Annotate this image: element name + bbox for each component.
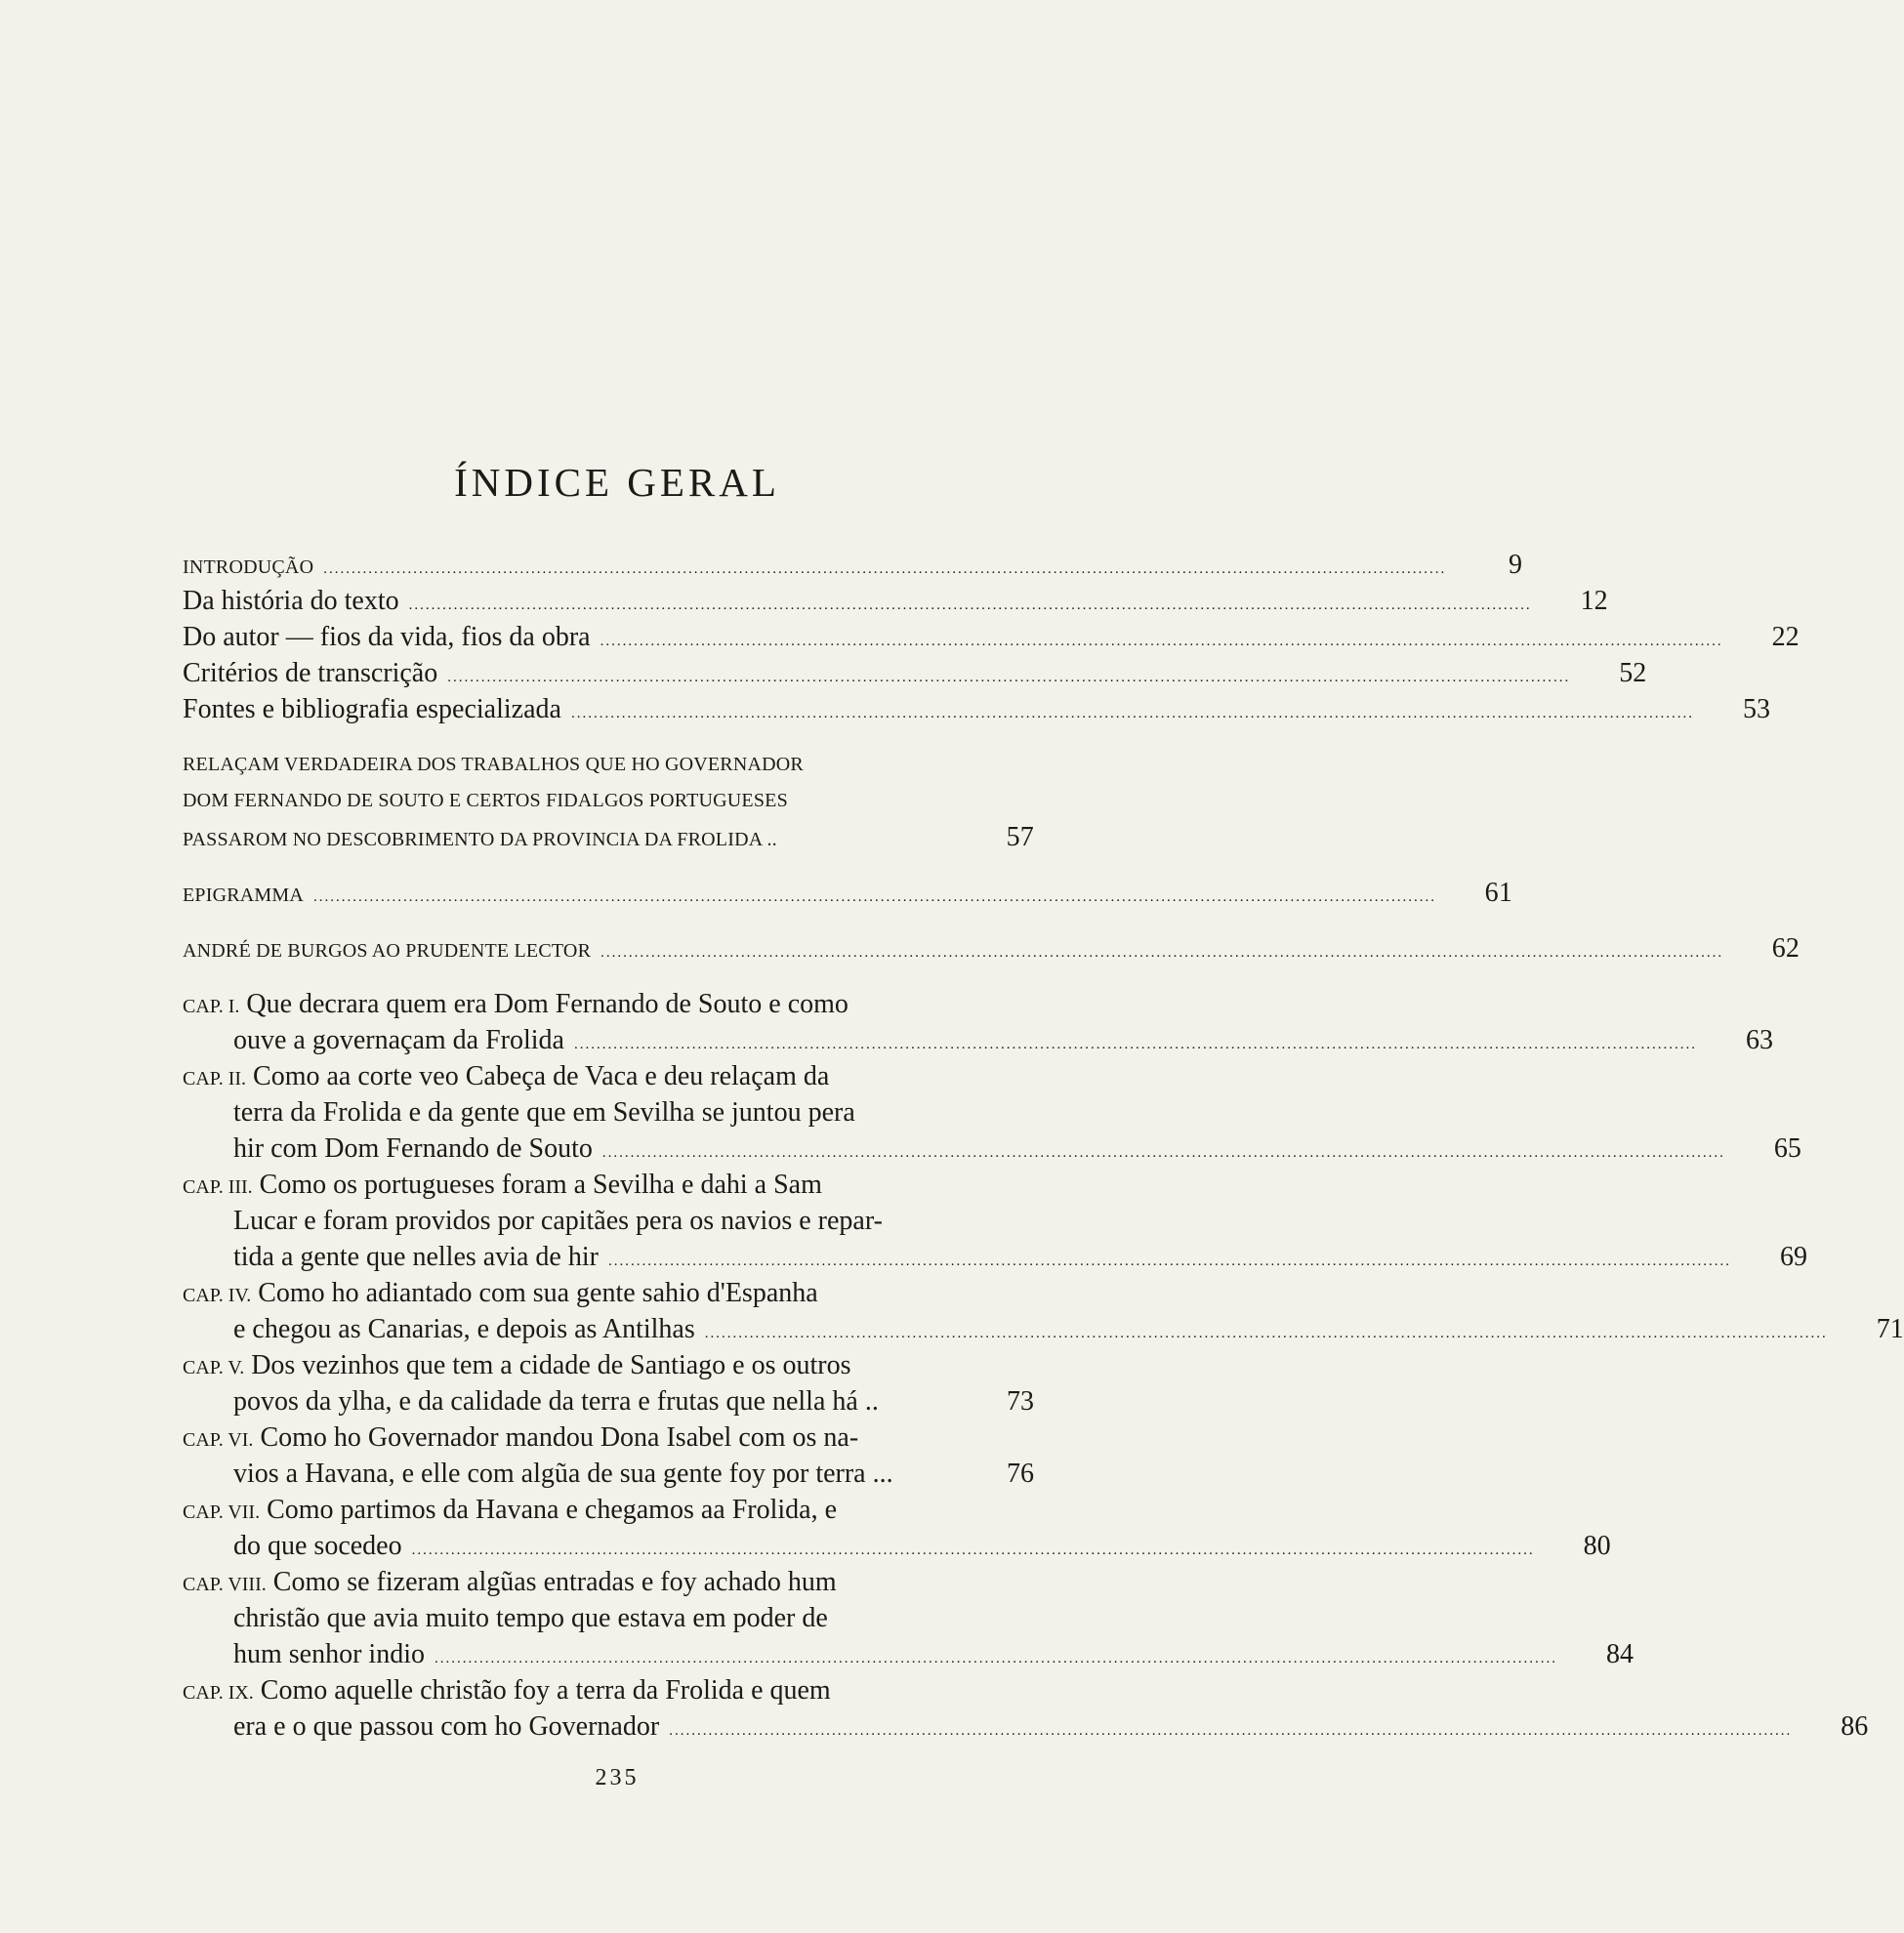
toc-label: Da história do texto — [183, 586, 399, 616]
chapter-title-line: ouve a governaçam da Frolida — [233, 1025, 564, 1055]
page-number: 9 — [1509, 550, 1523, 580]
toc-label: ANDRÉ DE BURGOS AO PRUDENTE LECTOR — [183, 940, 592, 962]
toc-label: Critérios de transcrição — [183, 658, 438, 688]
toc-entry-chapter — [183, 1058, 1801, 1167]
chapter-number: CAP. V. — [183, 1357, 245, 1378]
page-number: 53 — [1742, 694, 1770, 724]
chapter-number: CAP. II. — [183, 1068, 247, 1090]
dot-leader: ........................................................................................................................................................................................................ — [408, 597, 1532, 613]
toc-entry-chapter — [183, 1564, 1634, 1672]
toc-entry — [183, 691, 1770, 727]
chapter-title-line: hum senhor indio — [233, 1639, 425, 1669]
dot-leader: ........................................................................................................................................................................................................ — [570, 706, 1694, 721]
dot-leader: ........................................................................................................................................................................................................ — [313, 889, 1437, 905]
page-number: 71 — [1876, 1314, 1904, 1344]
folio-page-number: 235 — [595, 1765, 640, 1790]
toc-entry — [183, 583, 1608, 619]
chapter-title-line: e chegou as Canarias, e depois as Antilhas — [233, 1314, 695, 1344]
toc-entry-chapter — [183, 986, 1773, 1058]
dot-leader: ........................................................................................................................................................................................................ — [601, 1145, 1725, 1161]
dot-leader: ........................................................................................................................................................................................................ — [447, 670, 1571, 685]
chapter-title-line: Dos vezinhos que tem a cidade de Santiago e os outros — [251, 1350, 851, 1380]
page-number: 61 — [1484, 878, 1513, 908]
page-number: 76 — [1007, 1459, 1034, 1489]
chapter-title-line: do que socedeo — [233, 1531, 402, 1561]
page-number: 86 — [1841, 1711, 1869, 1742]
toc-label: PASSAROM NO DESCOBRIMENTO DA PROVINCIA DA FROLIDA .. — [183, 829, 777, 850]
toc-entry-chapter — [183, 1419, 1034, 1492]
chapter-number: CAP. III. — [183, 1176, 253, 1198]
chapter-title-line: Como se fizeram algũas entradas e foy achado hum — [272, 1567, 837, 1597]
chapter-title-line: Como aquelle christão foy a terra da Frolida e quem — [260, 1675, 831, 1706]
chapter-title-line: era e o que passou com ho Governador — [233, 1711, 660, 1742]
chapter-title-line: hir com Dom Fernando de Souto — [233, 1133, 593, 1164]
page-number: 80 — [1583, 1531, 1611, 1561]
page-number: 84 — [1606, 1639, 1634, 1669]
dot-leader: ........................................................................................................................................................................................................ — [704, 1326, 1828, 1341]
page-number: 22 — [1771, 622, 1800, 652]
chapter-title-line: Lucar e foram providos por capitães pera os navios e repar- — [233, 1206, 883, 1236]
chapter-list — [183, 986, 1904, 1745]
page-title: ÍNDICE GERAL — [454, 460, 780, 505]
page-number: 62 — [1771, 933, 1801, 964]
dot-leader: ........................................................................................................................................................................................................ — [600, 634, 1723, 649]
page-number: 65 — [1773, 1133, 1801, 1164]
chapter-number: CAP. VI. — [183, 1429, 254, 1451]
page-number: 52 — [1619, 658, 1647, 688]
toc-entry-chapter — [183, 1672, 1869, 1745]
toc-entry-chapter — [183, 1275, 1904, 1347]
toc-entry-relacam — [183, 747, 1034, 855]
page-number: 57 — [1006, 822, 1034, 852]
toc-entry-chapter — [183, 1492, 1611, 1564]
toc-label: DOM FERNANDO DE SOUTO E CERTOS FIDALGOS PORTUGUESES — [183, 790, 788, 811]
chapter-title-line: Como os portugueses foram a Sevilha e dahi a Sam — [259, 1170, 822, 1200]
dot-leader: ........................................................................................................................................................................................................ — [600, 945, 1724, 961]
chapter-number: CAP. I. — [183, 996, 240, 1017]
toc-entry-chapter — [183, 1347, 1034, 1419]
toc-label: Do autor — fios da vida, fios da obra — [183, 622, 591, 652]
chapter-number: CAP. VII. — [183, 1501, 261, 1523]
chapter-title-line: terra da Frolida e da gente que em Sevilha se juntou pera — [233, 1097, 855, 1128]
toc-label: INTRODUÇÃO — [183, 556, 314, 578]
dot-leader: ........................................................................................................................................................................................................ — [411, 1542, 1535, 1558]
chapter-title-line: Como aa corte veo Cabeça de Vaca e deu relaçam da — [253, 1061, 830, 1091]
chapter-title-line: povos da ylha, e da calidade da terra e frutas que nella há .. — [233, 1386, 879, 1417]
toc-entry — [183, 619, 1800, 655]
toc-entry-chapter — [183, 1167, 1807, 1275]
chapter-title-line: Como ho adiantado com sua gente sahio d'Espanha — [258, 1278, 818, 1308]
toc-label: EPIGRAMMA — [183, 884, 305, 906]
dot-leader: ........................................................................................................................................................................................................ — [669, 1723, 1793, 1739]
chapter-number: CAP. IX. — [183, 1682, 254, 1704]
toc-entry — [183, 655, 1647, 691]
dot-leader: ........................................................................................................................................................................................................ — [435, 1651, 1557, 1666]
page-number: 12 — [1580, 586, 1608, 616]
dot-leader: ........................................................................................................................................................................................................ — [573, 1037, 1697, 1052]
page-number: 69 — [1779, 1242, 1807, 1272]
chapter-title-line: tida a gente que nelles avia de hir — [233, 1242, 599, 1272]
page-number: 63 — [1745, 1025, 1773, 1055]
chapter-title-line: Que decrara quem era Dom Fernando de Souto e como — [246, 989, 849, 1019]
table-of-contents — [183, 547, 1904, 1745]
toc-label: Fontes e bibliografia especializada — [183, 694, 561, 724]
toc-label: RELAÇAM VERDADEIRA DOS TRABALHOS QUE HO GOVERNADOR — [183, 754, 804, 775]
dot-leader: ........................................................................................................................................................................................................ — [607, 1254, 1731, 1269]
chapter-number: CAP. IV. — [183, 1285, 252, 1306]
toc-entry-epigramma — [183, 875, 1513, 911]
page-number: 73 — [1007, 1386, 1034, 1417]
chapter-title-line: christão que avia muito tempo que estava em poder de — [233, 1603, 828, 1633]
toc-entry-andre — [183, 930, 1801, 966]
chapter-number: CAP. VIII. — [183, 1574, 267, 1595]
chapter-title-line: Como ho Governador mandou Dona Isabel com os na- — [260, 1422, 859, 1453]
chapter-title-line: vios a Havana, e elle com algũa de sua gente foy por terra ... — [233, 1459, 893, 1489]
toc-entry-intro — [183, 547, 1523, 583]
dot-leader: ........................................................................................................................................................................................................ — [323, 561, 1447, 577]
chapter-title-line: Como partimos da Havana e chegamos aa Frolida, e — [267, 1495, 838, 1525]
